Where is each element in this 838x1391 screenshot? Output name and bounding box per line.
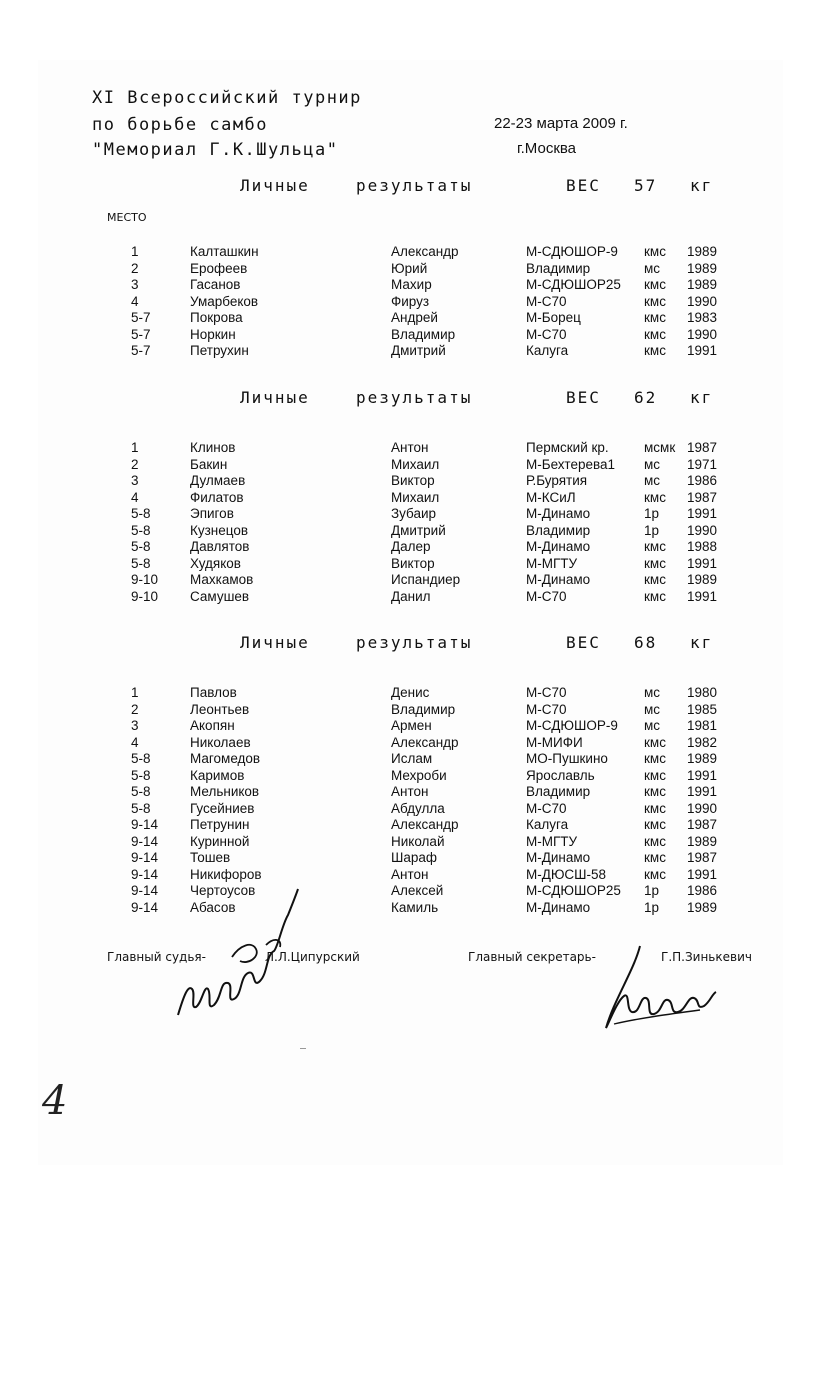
surname-cell: Норкин [190, 326, 236, 342]
place-cell: 9-14 [131, 850, 159, 865]
club-cell: Пермский кр. [526, 440, 609, 455]
surname-cell: Петрухин [190, 343, 249, 358]
surname-cell: Куринной [190, 833, 250, 849]
birth-year-cell: 1971 [687, 456, 718, 472]
club-cell: М-Динамо [526, 899, 591, 915]
surname-cell: Давлятов [190, 539, 250, 554]
club-cell: М-С70 [526, 800, 567, 816]
section-title-68 [240, 633, 713, 652]
surname-cell: Эпигов [190, 506, 234, 521]
rank-cell: 1р [644, 522, 660, 538]
place-cell: 5-8 [131, 751, 151, 766]
surname-cell: Бакин [190, 456, 228, 472]
section-title-62 [240, 388, 713, 407]
club-cell: М-Динамо [526, 539, 591, 554]
rank-cell: кмс [644, 293, 666, 309]
club-cell: М-Бехтерева1 [526, 456, 616, 472]
place-cell: 1 [131, 685, 139, 700]
surname-cell: Калташкин [190, 244, 259, 259]
place-cell: 5-7 [131, 326, 151, 342]
section-title-word: кг [690, 176, 714, 195]
handwritten-page-mark: 4 [42, 1078, 68, 1124]
birth-year-cell: 1981 [687, 718, 718, 733]
rank-cell: мс [644, 260, 661, 276]
place-cell: 5-8 [131, 506, 151, 521]
surname-cell: Умарбеков [190, 293, 259, 309]
birth-year-cell: 1982 [687, 734, 718, 750]
first-name-cell: Денис [391, 685, 430, 700]
section-title-57 [240, 176, 713, 195]
first-name-cell: Антон [391, 866, 429, 882]
club-cell: М-С70 [526, 701, 567, 717]
first-name-cell: Шараф [391, 850, 438, 865]
first-name-cell: Дмитрий [391, 343, 446, 358]
rank-cell: мс [644, 456, 661, 472]
place-cell: 5-8 [131, 767, 151, 783]
birth-year-cell: 1987 [687, 850, 718, 865]
surname-cell: Тошев [190, 850, 231, 865]
surname-cell: Мельников [190, 784, 260, 799]
birth-year-cell: 1989 [687, 899, 718, 915]
place-cell: 4 [131, 489, 139, 505]
place-cell: 1 [131, 440, 139, 455]
birth-year-cell: 1988 [687, 539, 718, 554]
club-cell: М-МГТУ [526, 555, 578, 571]
section-title-word: ВЕС [566, 176, 601, 195]
first-name-cell: Мехроби [391, 767, 447, 783]
place-cell: 3 [131, 718, 139, 733]
surname-cell: Кузнецов [190, 522, 249, 538]
memorial-name: "Мемориал Г.К.Шульца" [92, 140, 339, 160]
club-cell: М-С70 [526, 588, 567, 604]
rank-cell: 1р [644, 899, 660, 915]
place-cell: 5-8 [131, 522, 151, 538]
rank-cell: кмс [644, 800, 666, 816]
first-name-cell: Александр [391, 734, 459, 750]
place-cell: 5-8 [131, 539, 151, 554]
rank-cell: мс [644, 718, 661, 733]
first-name-cell: Михаил [391, 489, 440, 505]
section-title-word: ВЕС [566, 388, 601, 407]
place-cell: 9-14 [131, 833, 159, 849]
section-title-word: 62 [634, 388, 658, 407]
birth-year-cell: 1989 [687, 260, 718, 276]
birth-year-cell: 1991 [687, 506, 718, 521]
section-title-word: результаты [356, 176, 473, 195]
section-title-word: кг [690, 388, 714, 407]
surname-cell: Каримов [190, 767, 245, 783]
first-name-cell: Антон [391, 784, 429, 799]
first-name-cell: Дмитрий [391, 522, 446, 538]
place-cell: 9-10 [131, 588, 159, 604]
first-name-cell: Николай [391, 833, 445, 849]
club-cell: Владимир [526, 522, 591, 538]
rank-cell: кмс [644, 850, 666, 865]
surname-cell: Филатов [190, 489, 244, 505]
birth-year-cell: 1989 [687, 833, 718, 849]
surname-cell: Худяков [190, 555, 241, 571]
place-cell: 5-7 [131, 310, 151, 325]
place-cell: 9-14 [131, 866, 159, 882]
section-title-word: Личные [240, 388, 310, 407]
birth-year-cell: 1990 [687, 293, 718, 309]
club-cell: М-СДЮШОР25 [526, 277, 621, 292]
club-cell: Р.Бурятия [526, 473, 588, 488]
place-cell: 5-8 [131, 800, 151, 816]
first-name-cell: Алексей [391, 883, 444, 898]
birth-year-cell: 1987 [687, 489, 718, 505]
first-name-cell: Данил [391, 588, 431, 604]
birth-year-cell: 1983 [687, 310, 718, 325]
rank-cell: кмс [644, 539, 666, 554]
first-name-cell: Фируз [391, 293, 430, 309]
section-title-word: Личные [240, 176, 310, 195]
birth-year-cell: 1987 [687, 817, 718, 832]
club-cell: М-МГТУ [526, 833, 578, 849]
rank-cell: 1р [644, 883, 660, 898]
club-cell: М-Динамо [526, 506, 591, 521]
secretary-signature [600, 940, 720, 1044]
club-cell: М-Динамо [526, 850, 591, 865]
place-cell: 2 [131, 456, 139, 472]
tournament-city: г.Москва [517, 140, 577, 157]
rank-cell: кмс [644, 343, 666, 358]
place-cell: 5-7 [131, 343, 151, 358]
first-name-cell: Армен [391, 718, 432, 733]
chief-judge-name: Л.Л.Ципурский [265, 950, 360, 964]
first-name-cell: Абдулла [391, 800, 445, 816]
birth-year-cell: 1991 [687, 343, 718, 358]
rank-cell: кмс [644, 734, 666, 750]
club-cell: М-С70 [526, 293, 567, 309]
club-cell: М-С70 [526, 685, 567, 700]
club-cell: М-ДЮСШ-58 [526, 866, 607, 882]
club-cell: М-МИФИ [526, 734, 583, 750]
rank-cell: кмс [644, 833, 666, 849]
section-title-word: результаты [356, 388, 473, 407]
first-name-cell: Александр [391, 817, 459, 832]
birth-year-cell: 1986 [687, 883, 718, 898]
rank-cell: кмс [644, 784, 666, 799]
first-name-cell: Далер [391, 539, 431, 554]
club-cell: МО-Пушкино [526, 751, 608, 766]
first-name-cell: Михаил [391, 456, 440, 472]
section-title-word: ВЕС [566, 633, 601, 652]
birth-year-cell: 1991 [687, 866, 718, 882]
first-name-cell: Юрий [391, 260, 428, 276]
tournament-date: 22-23 марта 2009 г. [494, 115, 628, 132]
place-column-label: МЕСТО [107, 211, 147, 224]
birth-year-cell: 1991 [687, 555, 718, 571]
birth-year-cell: 1987 [687, 440, 718, 455]
surname-cell: Чертоусов [190, 883, 256, 898]
birth-year-cell: 1990 [687, 326, 718, 342]
scan-speck [300, 1048, 306, 1049]
birth-year-cell: 1989 [687, 244, 718, 259]
place-cell: 9-14 [131, 899, 159, 915]
surname-cell: Павлов [190, 685, 237, 700]
chief-secretary-name: Г.П.Зинькевич [661, 950, 752, 964]
place-cell: 9-14 [131, 883, 159, 898]
surname-cell: Никифоров [190, 866, 262, 882]
birth-year-cell: 1980 [687, 685, 718, 700]
club-cell: М-СДЮШОР-9 [526, 718, 618, 733]
birth-year-cell: 1989 [687, 572, 718, 587]
rank-cell: кмс [644, 588, 666, 604]
club-cell: Ярославль [526, 767, 595, 783]
birth-year-cell: 1989 [687, 751, 718, 766]
surname-cell: Магомедов [190, 751, 261, 766]
rank-cell: мс [644, 473, 661, 488]
club-cell: М-Борец [526, 310, 581, 325]
surname-cell: Леонтьев [190, 701, 250, 717]
rank-cell: кмс [644, 277, 666, 292]
place-cell: 3 [131, 473, 139, 488]
surname-cell: Ерофеев [190, 260, 248, 276]
club-cell: Владимир [526, 784, 591, 799]
birth-year-cell: 1991 [687, 588, 718, 604]
section-title-word: Личные [240, 633, 310, 652]
birth-year-cell: 1990 [687, 800, 718, 816]
place-cell: 9-10 [131, 572, 159, 587]
rank-cell: мсмк [644, 440, 676, 455]
place-cell: 5-8 [131, 555, 151, 571]
rank-cell: кмс [644, 555, 666, 571]
place-cell: 5-8 [131, 784, 151, 799]
section-title-word: 68 [634, 633, 658, 652]
surname-cell: Клинов [190, 440, 236, 455]
rank-cell: кмс [644, 326, 666, 342]
surname-cell: Николаев [190, 734, 251, 750]
first-name-cell: Андрей [391, 310, 438, 325]
place-cell: 9-14 [131, 817, 159, 832]
judge-signature [170, 885, 310, 1029]
tournament-title: XI Всероссийский турнир [92, 88, 362, 108]
rank-cell: мс [644, 685, 661, 700]
first-name-cell: Испандиер [391, 572, 461, 587]
rank-cell: кмс [644, 489, 666, 505]
birth-year-cell: 1991 [687, 767, 718, 783]
surname-cell: Гусейниев [190, 800, 255, 816]
club-cell: М-СДЮШОР-9 [526, 244, 618, 259]
surname-cell: Махкамов [190, 572, 254, 587]
place-cell: 4 [131, 293, 139, 309]
surname-cell: Абасов [190, 899, 236, 915]
rank-cell: кмс [644, 866, 666, 882]
rank-cell: кмс [644, 751, 666, 766]
chief-judge-label: Главный судья- [107, 950, 206, 964]
section-title-word: кг [690, 633, 714, 652]
first-name-cell: Александр [391, 244, 459, 259]
rank-cell: кмс [644, 244, 666, 259]
birth-year-cell: 1985 [687, 701, 718, 717]
surname-cell: Дулмаев [190, 473, 246, 488]
club-cell: М-КСиЛ [526, 489, 576, 505]
place-cell: 4 [131, 734, 139, 750]
first-name-cell: Зубаир [391, 506, 437, 521]
club-cell: Калуга [526, 343, 569, 358]
first-name-cell: Владимир [391, 701, 456, 717]
surname-cell: Акопян [190, 718, 235, 733]
surname-cell: Самушев [190, 588, 250, 604]
rank-cell: мс [644, 701, 661, 717]
place-cell: 1 [131, 244, 139, 259]
birth-year-cell: 1990 [687, 522, 718, 538]
surname-cell: Петрунин [190, 817, 250, 832]
club-cell: М-С70 [526, 326, 567, 342]
birth-year-cell: 1991 [687, 784, 718, 799]
rank-cell: кмс [644, 310, 666, 325]
section-title-word: результаты [356, 633, 473, 652]
rank-cell: кмс [644, 767, 666, 783]
first-name-cell: Ислам [391, 751, 433, 766]
first-name-cell: Владимир [391, 326, 456, 342]
tournament-discipline: по борьбе самбо [92, 115, 269, 135]
section-title-word: 57 [634, 176, 658, 195]
birth-year-cell: 1986 [687, 473, 718, 488]
first-name-cell: Виктор [391, 473, 435, 488]
place-cell: 2 [131, 260, 139, 276]
surname-cell: Покрова [190, 310, 243, 325]
club-cell: М-Динамо [526, 572, 591, 587]
chief-secretary-label: Главный секретарь- [468, 950, 596, 964]
club-cell: Владимир [526, 260, 591, 276]
birth-year-cell: 1989 [687, 277, 718, 292]
club-cell: М-СДЮШОР25 [526, 883, 621, 898]
rank-cell: кмс [644, 572, 666, 587]
club-cell: Калуга [526, 817, 569, 832]
surname-cell: Гасанов [190, 277, 241, 292]
place-cell: 2 [131, 701, 139, 717]
first-name-cell: Антон [391, 440, 429, 455]
rank-cell: кмс [644, 817, 666, 832]
first-name-cell: Камиль [391, 899, 439, 915]
first-name-cell: Махир [391, 277, 432, 292]
place-cell: 3 [131, 277, 139, 292]
rank-cell: 1р [644, 506, 660, 521]
first-name-cell: Виктор [391, 555, 435, 571]
